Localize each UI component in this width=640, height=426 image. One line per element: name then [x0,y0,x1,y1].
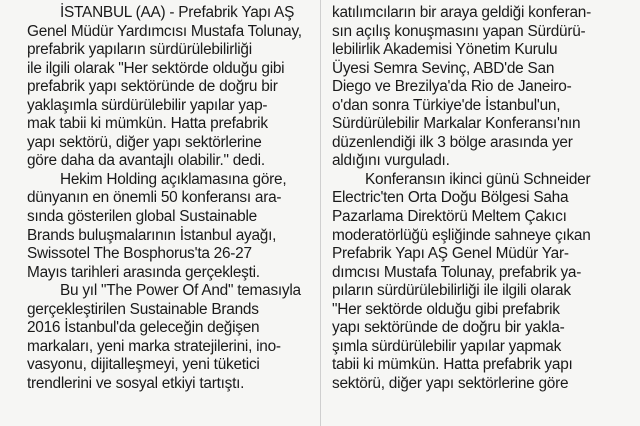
text-line: düzenlendiği ilk 3 bölge arasında yer [332,133,573,151]
text-line: vasyonu, dijitalleşmeyi, yeni tüketici [27,356,260,374]
text-line: Diego ve Brezilya'da Rio de Janeiro- [332,78,572,96]
text-line: sında gösterilen global Sustainable [27,208,257,226]
text-line: tabii ki mümkün. Hatta prefabrik yapı [332,356,573,374]
text-line: pıların sürdürülebilirliği ile ilgili olarak [332,282,571,300]
text-line: Brands buluşmalarının İstanbul ayağı, [27,226,277,244]
text-line: dünyanın en önemli 50 konferansı ara- [27,189,282,207]
text-line: Üyesi Semra Sevinç, ABD'de San [332,59,555,77]
text-line: o'dan sonra Türkiye'de İstanbul'un, [332,96,561,114]
text-line: Prefabrik Yapı AŞ Genel Müdür Yar- [332,245,569,263]
text-line: ile ilgili olarak "Her sektörde olduğu gibi [27,59,285,77]
text-line: katılımcıların bir araya geldiği konferan- [332,4,591,21]
text-line: Sürdürülebilir Markalar Konferansı'nın [332,115,581,133]
left-text-column [27,4,312,393]
text-line: "Her sektörde olduğu gibi prefabrik [332,300,560,318]
text-line: markaları, yeni marka stratejilerini, ino- [27,337,281,355]
text-line: gerçekleştirilen Sustainable Brands [27,300,259,318]
text-line: Konferansın ikinci günü Schneider [365,170,591,188]
text-line: Pazarlama Direktörü Meltem Çakıcı [332,208,567,226]
text-line: Bu yıl "The Power Of And" temasıyla [60,282,301,300]
text-line: Electric'ten Orta Doğu Bölgesi Saha [332,189,569,207]
text-line: şımla sürdürülebilir yapılar yapmak [332,337,562,355]
right-text-column [332,4,622,393]
text-line: yapı sektörü, diğer yapı sektörlerine [27,133,262,151]
text-line: Swissotel The Bosphorus'ta 26-27 [27,245,252,263]
text-line: dımcısı Mustafa Tolunay, prefabrik ya- [332,263,582,281]
text-line: Genel Müdür Yardımcısı Mustafa Tolunay, [27,22,302,40]
text-line: mak tabii ki mümkün. Hatta prefabrik [27,115,268,133]
text-line: moderatörlüğü eşliğinde sahneye çıkan [332,226,591,244]
text-line: sektörü, diğer yapı sektörlerine göre [332,374,569,392]
text-line: sın açılış konuşmasını yapan Sürdürü- [332,22,586,40]
text-line: yapı sektöründe de doğru bir yakla- [332,319,565,337]
text-line: prefabrik yapıların sürdürülebilirliği [27,41,252,59]
text-line: trendlerini ve sosyal etkiyi tartıştı. [27,374,245,392]
column-divider [320,0,321,426]
text-line: yaklaşımla sürdürülebilir yapılar yap- [27,96,268,114]
text-line: İSTANBUL (AA) - Prefabrik Yapı AŞ [60,4,295,21]
text-line: Mayıs tarihleri arasında gerçekleşti. [27,263,260,281]
text-line: 2016 İstanbul'da geleceğin değişen [27,319,260,337]
text-line: Hekim Holding açıklamasına göre, [60,170,287,188]
text-line: prefabrik yapı sektöründe de doğru bir [27,78,278,96]
text-line: aldığını vurguladı. [332,152,450,170]
text-line: lebilirlik Akademisi Yönetim Kurulu [332,41,558,59]
text-line: göre daha da avantajlı olabilir." dedi. [27,152,265,170]
